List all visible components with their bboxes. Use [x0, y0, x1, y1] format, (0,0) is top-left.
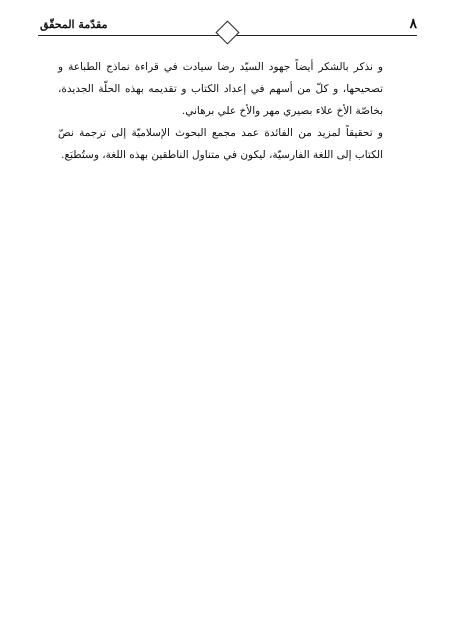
diamond-ornament-icon [215, 20, 239, 44]
page-header [0, 0, 453, 48]
page-number: ٨ [409, 16, 417, 32]
paragraph-acknowledgements: و نذكر بالشكر أيضاً جهود السيّد رضا سيادت في قراءة نماذج الطباعة و تصحيحها، و كلّ من أسهم في إعداد الكتاب و تقديمه بهذه الحلّة الجديدة، بخاصّة الأخ علاء بصيري مهر والأخ علي برهاني. [58, 61, 383, 117]
running-title: مقدّمة المحقّق [40, 18, 108, 31]
paragraph-translation: و تحقيقاً لمزيد من الفائدة عمد مجمع البحوث الإسلاميّة إلى ترجمة نصّ الكتاب إلى اللغة الفارسيّة، ليكون في متناول الناطقين بهذه اللغة، وستُطبَع. [58, 127, 383, 161]
body-text [58, 56, 383, 166]
